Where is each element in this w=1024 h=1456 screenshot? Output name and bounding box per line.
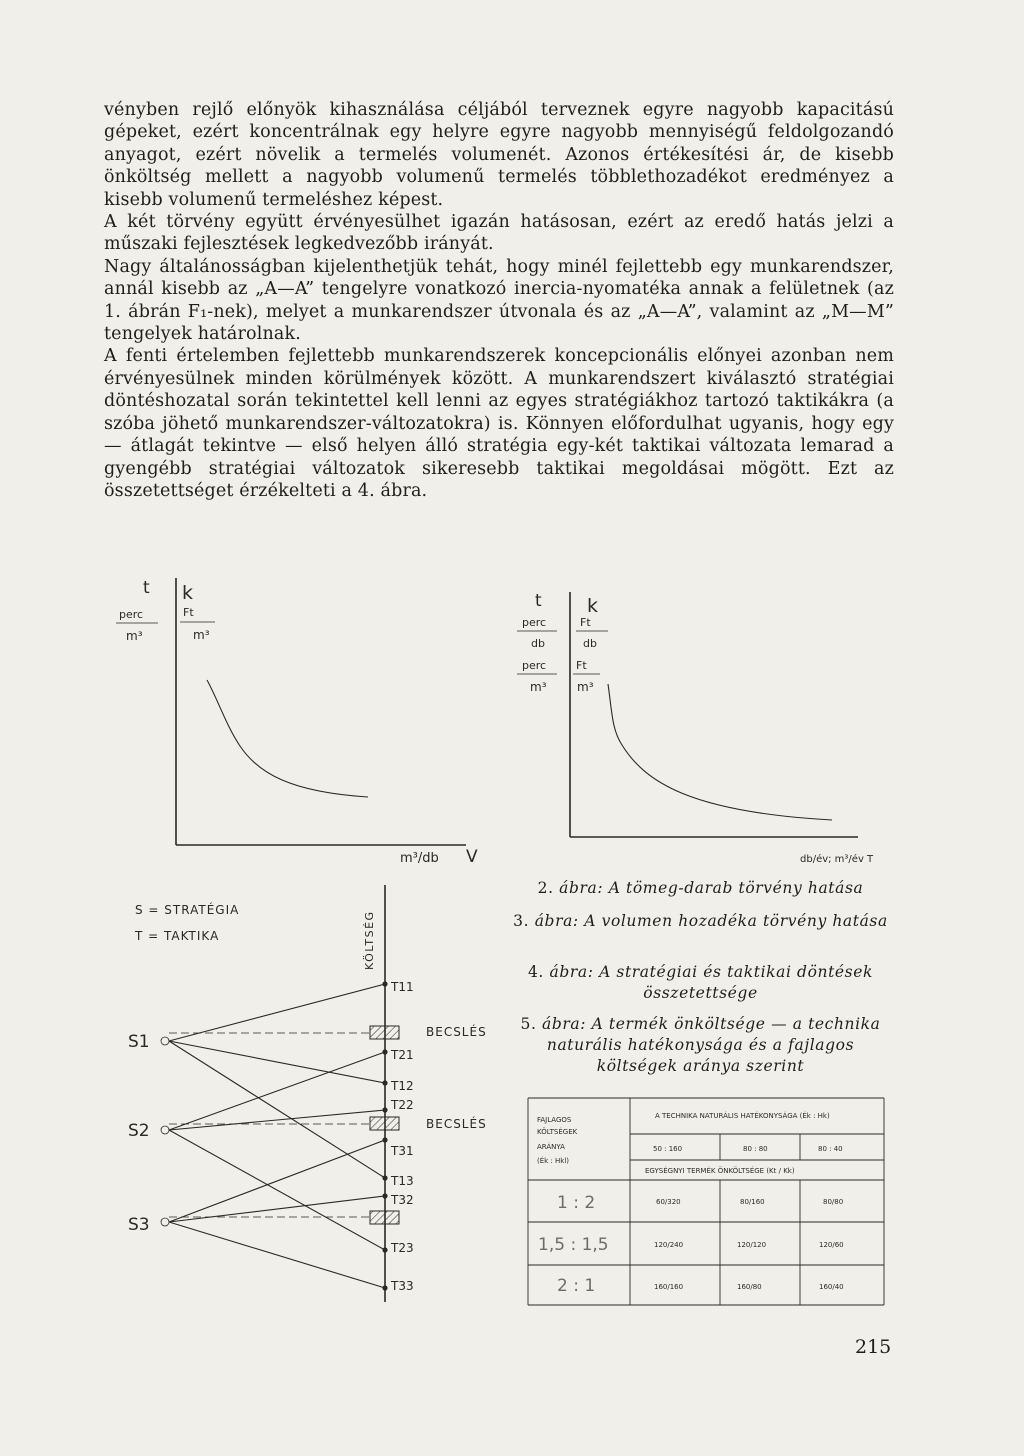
fig2-k-numerator: Ft bbox=[183, 606, 194, 619]
fig2-curve bbox=[207, 680, 368, 797]
table-corner-header: KÖLTSÉGEK bbox=[537, 1128, 578, 1136]
figure-2 bbox=[116, 578, 478, 867]
fig4-tactic-label: T23 bbox=[391, 1241, 414, 1255]
table-cell: 160/80 bbox=[737, 1283, 762, 1291]
fig4-s1-node bbox=[161, 1037, 169, 1045]
fig2-t-numerator: perc bbox=[119, 608, 144, 621]
fig4-strategy-label: S2 bbox=[128, 1121, 150, 1141]
fig4-branch bbox=[169, 1052, 385, 1130]
fig3-k-denominator-2: m³ bbox=[577, 680, 594, 694]
table-top-header: A TECHNIKA NATURÁLIS HATÉKONYSÁGA (Ék : Hk) bbox=[655, 1112, 830, 1120]
fig3-t-numerator-2: perc bbox=[522, 659, 547, 672]
fig4-tactic-node bbox=[382, 981, 387, 986]
fig4-estimate-box bbox=[370, 1026, 399, 1039]
fig4-strategy-label: S1 bbox=[128, 1032, 150, 1052]
fig4-estimate-label: BECSLÉS bbox=[426, 1117, 487, 1131]
fig4-tactic-label: T11 bbox=[391, 980, 414, 994]
fig3-t-denominator-2: m³ bbox=[530, 680, 547, 694]
table-row-ratio: 1,5 : 1,5 bbox=[538, 1235, 609, 1255]
fig4-strategy-label: S3 bbox=[128, 1215, 150, 1235]
figure-caption: 4. ábra: A stratégiai és taktikai döntések összetettsége bbox=[527, 963, 874, 1002]
fig2-t-label: t bbox=[143, 578, 150, 598]
fig4-branch bbox=[169, 1110, 385, 1130]
paragraph: A fenti értelemben fejlettebb munkarendszerek koncepcionális előnyei azonban nem érvényesülnek minden körülmények között. A munkarendszert kiválasztó stratégiai döntéshozatal során tekintettel kell lenni az egyes stratégiákhoz tartozó taktikákra (a szóba jöhető munkarendszer-változatokra) is. Könnyen előfordulhat ugyanis, hogy egy — átlagát tekintve — első helyen álló stratégia egy-két taktikai változata lemarad a gyengébb stratégiai változatok sikeresebb taktikai megoldásai mögött. Ezt az összetettséget érzékelteti a 4. ábra. bbox=[104, 346, 894, 501]
table-corner-header: FAJLAGOS bbox=[537, 1116, 572, 1124]
fig3-t-denominator-1: db bbox=[531, 637, 545, 650]
fig4-estimate-label: BECSLÉS bbox=[426, 1025, 487, 1039]
table-row-ratio: 2 : 1 bbox=[557, 1276, 596, 1296]
page-number: 215 bbox=[855, 1336, 892, 1358]
figure-caption: 5. ábra: A termék önköltsége — a technika naturális hatékonysága és a fajlagos költségek aránya szerint bbox=[520, 1015, 881, 1075]
table-cell: 160/160 bbox=[654, 1283, 684, 1291]
fig4-tactic-node bbox=[382, 1193, 387, 1198]
efficiency-col-header: 80 : 40 bbox=[818, 1145, 843, 1153]
table-cell: 120/120 bbox=[737, 1241, 767, 1249]
fig4-tactic-label: T12 bbox=[391, 1079, 414, 1093]
fig3-k-numerator-1: Ft bbox=[580, 616, 591, 629]
fig2-k-label: k bbox=[182, 582, 194, 604]
fig4-estimate-box bbox=[370, 1117, 399, 1130]
efficiency-col-header: 50 : 160 bbox=[653, 1145, 683, 1153]
paragraph: A két törvény együtt érvényesülhet igazán hatásosan, ezért az eredő hatás jelzi a műszaki fejlesztések legkedvezőbb irányát. bbox=[104, 212, 894, 255]
figure-3 bbox=[517, 591, 874, 865]
fig3-t-numerator-1: perc bbox=[522, 616, 547, 629]
fig4-tactic-node bbox=[382, 1247, 387, 1252]
fig2-v-label: V bbox=[466, 847, 478, 867]
fig4-legend-strategy: S = STRATÉGIA bbox=[135, 903, 240, 917]
fig4-tactic-label: T22 bbox=[391, 1098, 414, 1112]
table-cell: 60/320 bbox=[656, 1198, 681, 1206]
fig4-tactic-node bbox=[382, 1175, 387, 1180]
table-cell: 80/160 bbox=[740, 1198, 765, 1206]
fig2-t-denominator: m³ bbox=[126, 629, 143, 643]
figure-caption: 3. ábra: A volumen hozadéka törvény hatása bbox=[513, 912, 888, 930]
fig4-branch bbox=[169, 1196, 385, 1222]
table-unit-header: EGYSÉGNYI TERMÉK ÖNKÖLTSÉGE (Kt / Kk) bbox=[645, 1167, 795, 1175]
table-corner-header: ARÁNYA bbox=[537, 1143, 565, 1151]
fig4-s3-node bbox=[161, 1218, 169, 1226]
fig4-tactic-node bbox=[382, 1137, 387, 1142]
table-row-ratio: 1 : 2 bbox=[557, 1193, 596, 1213]
figure-caption: 2. ábra: A tömeg-darab törvény hatása bbox=[537, 879, 864, 897]
fig3-k-denominator-1: db bbox=[583, 637, 597, 650]
figure-4 bbox=[128, 885, 487, 1302]
fig4-tactic-label: T21 bbox=[391, 1048, 414, 1062]
fig3-x-label: db/év; m³/év T bbox=[800, 854, 874, 865]
fig4-tactic-node bbox=[382, 1107, 387, 1112]
table-cell: 80/80 bbox=[823, 1198, 844, 1206]
fig3-k-numerator-2: Ft bbox=[576, 659, 587, 672]
fig4-branch bbox=[169, 984, 385, 1041]
paragraph: Nagy általánosságban kijelenthetjük tehát, hogy minél fejlettebb egy munkarendszer, annál kisebb az „A—A” tengelyre vonatkozó inercia-nyomatéka annak a felületnek (az 1. ábrán F₁-nek), melyet a munkarendszer útvonala és az „A—A”, valamint az „M—M” tengelyek határolnak. bbox=[104, 256, 894, 345]
figure-5-table bbox=[528, 1098, 884, 1305]
fig4-branch bbox=[169, 1140, 385, 1222]
fig2-k-denominator: m³ bbox=[193, 628, 210, 642]
fig3-k-label: k bbox=[587, 595, 599, 617]
fig4-tactic-label: T32 bbox=[391, 1193, 414, 1207]
table-corner-header: (Ék : Hkl) bbox=[537, 1157, 570, 1165]
fig4-tactic-node bbox=[382, 1049, 387, 1054]
fig4-cost-axis-label: KÖLTSÉG bbox=[363, 910, 376, 970]
fig4-tactic-label: T13 bbox=[391, 1174, 414, 1188]
fig4-tactic-label: T33 bbox=[391, 1279, 414, 1293]
fig4-legend-tactic: T = TAKTIKA bbox=[135, 929, 220, 943]
paragraph: vényben rejlő előnyök kihasználása céljából terveznek egyre nagyobb kapacitású gépeket, ezért koncentrálnak egy helyre egyre nagyobb mennyiségű feldolgozandó anyagot, ezért növelik a termelés volumenét. Azonos értékesítési ár, de kisebb önköltség mellett a nagyobb volumenű termelés többlethozadékot eredményez a kisebb volumenű termeléshez képest. bbox=[104, 100, 894, 210]
table-cell: 120/240 bbox=[654, 1241, 684, 1249]
table-cell: 120/60 bbox=[819, 1241, 844, 1249]
fig4-tactic-label: T31 bbox=[391, 1144, 414, 1158]
fig3-t-label: t bbox=[535, 591, 542, 611]
fig4-s2-node bbox=[161, 1126, 169, 1134]
fig3-curve bbox=[608, 684, 832, 820]
fig4-tactic-node bbox=[382, 1080, 387, 1085]
table-cell: 160/40 bbox=[819, 1283, 844, 1291]
fig4-estimate-box bbox=[370, 1211, 399, 1224]
fig4-tactic-node bbox=[382, 1285, 387, 1290]
fig2-x-label: m³/db bbox=[400, 851, 439, 866]
efficiency-col-header: 80 : 80 bbox=[743, 1145, 768, 1153]
